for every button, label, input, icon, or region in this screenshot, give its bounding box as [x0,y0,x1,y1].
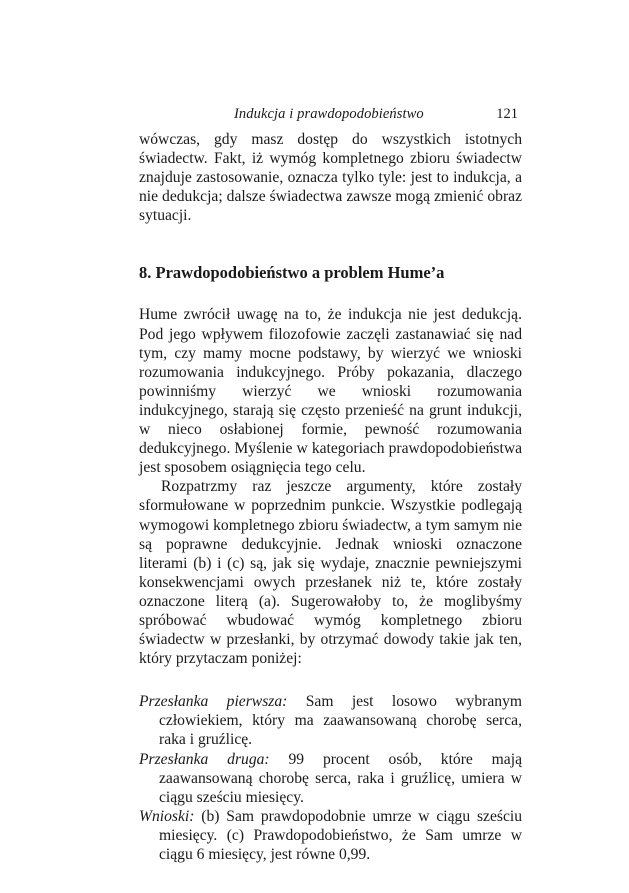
book-page [139,104,522,864]
section-paragraph-2: Rozpatrzmy raz jeszcze argumenty, które zostały sformułowane w poprzednim punkcie. Wszystkie podlegają wymogowi kompletnego zbioru świadectw, a tym samym nie są poprawne dedukcyjnie. Jednak wnioski oznaczone literami (b) i (c) są, jak się wydaje, znacznie pewniejszymi konsekwencjami owych przesłanek niż te, które zostały oznaczone literą (a). Sugerowałoby to, że moglibyśmy spróbować wbudować wymóg kompletnego zbioru świadectw w przesłanki, by otrzymać dowody takie jak ten, który przytaczam poniżej: [139,478,522,668]
conclusions [139,807,522,864]
page-number: 121 [496,106,518,122]
conclusions-text: (b) Sam prawdopodobnie umrze w ciągu sześciu miesięcy. (c) Prawdopodobieństwo, że Sam umrze w ciągu 6 miesięcy, jest równe 0,99. [159,807,522,863]
running-head [139,104,522,130]
conclusions-label: Wnioski: [139,807,195,825]
premise-2-label: Przesłanka druga: [139,750,270,768]
premise-1 [139,692,522,749]
premise-2 [139,750,522,807]
premise-1-label: Przesłanka pierwsza: [139,693,288,711]
argument-block [139,692,522,864]
intro-paragraph: wówczas, gdy masz dostęp do wszystkich istotnych świadectw. Fakt, iż wymóg kompletnego zbioru świadectw znajduje zastosowanie, oznacza tylko tyle: jest to indukcja, a nie dedukcja; dalsze świadectwa zawsze mogą zmienić obraz sytuacji. [139,131,522,225]
section-heading: 8. Prawdopodobieństwo a problem Hume’a [139,263,445,283]
running-head-title: Indukcja i prawdopodobieństwo [234,106,424,122]
section-paragraph-1: Hume zwrócił uwagę na to, że indukcja nie jest dedukcją. Pod jego wpływem filozofowie zaczęli zastanawiać się nad tym, czy mamy mocne podstawy, by wierzyć we wnioski rozumowania indukcyjnego. Próby pokazania, dlaczego powinniśmy wierzyć we wnioski rozumowania indukcyjnego, starają się często przenieść na grunt indukcji, w nieco osłabionej formie, pewność rozumowania dedukcyjnego. Myślenie w kategoriach prawdopodobieństwa jest sposobem osiągnięcia tego celu. [139,306,522,477]
premise-2-text: 99 procent osób, które mają zaawansowaną chorobę serca, raka i gruźlicę, umiera w ciągu sześciu miesięcy. [159,750,522,806]
premise-1-text: Sam jest losowo wybranym człowiekiem, który ma zaawansowaną chorobę serca, raka i gruźlicę. [159,693,522,749]
